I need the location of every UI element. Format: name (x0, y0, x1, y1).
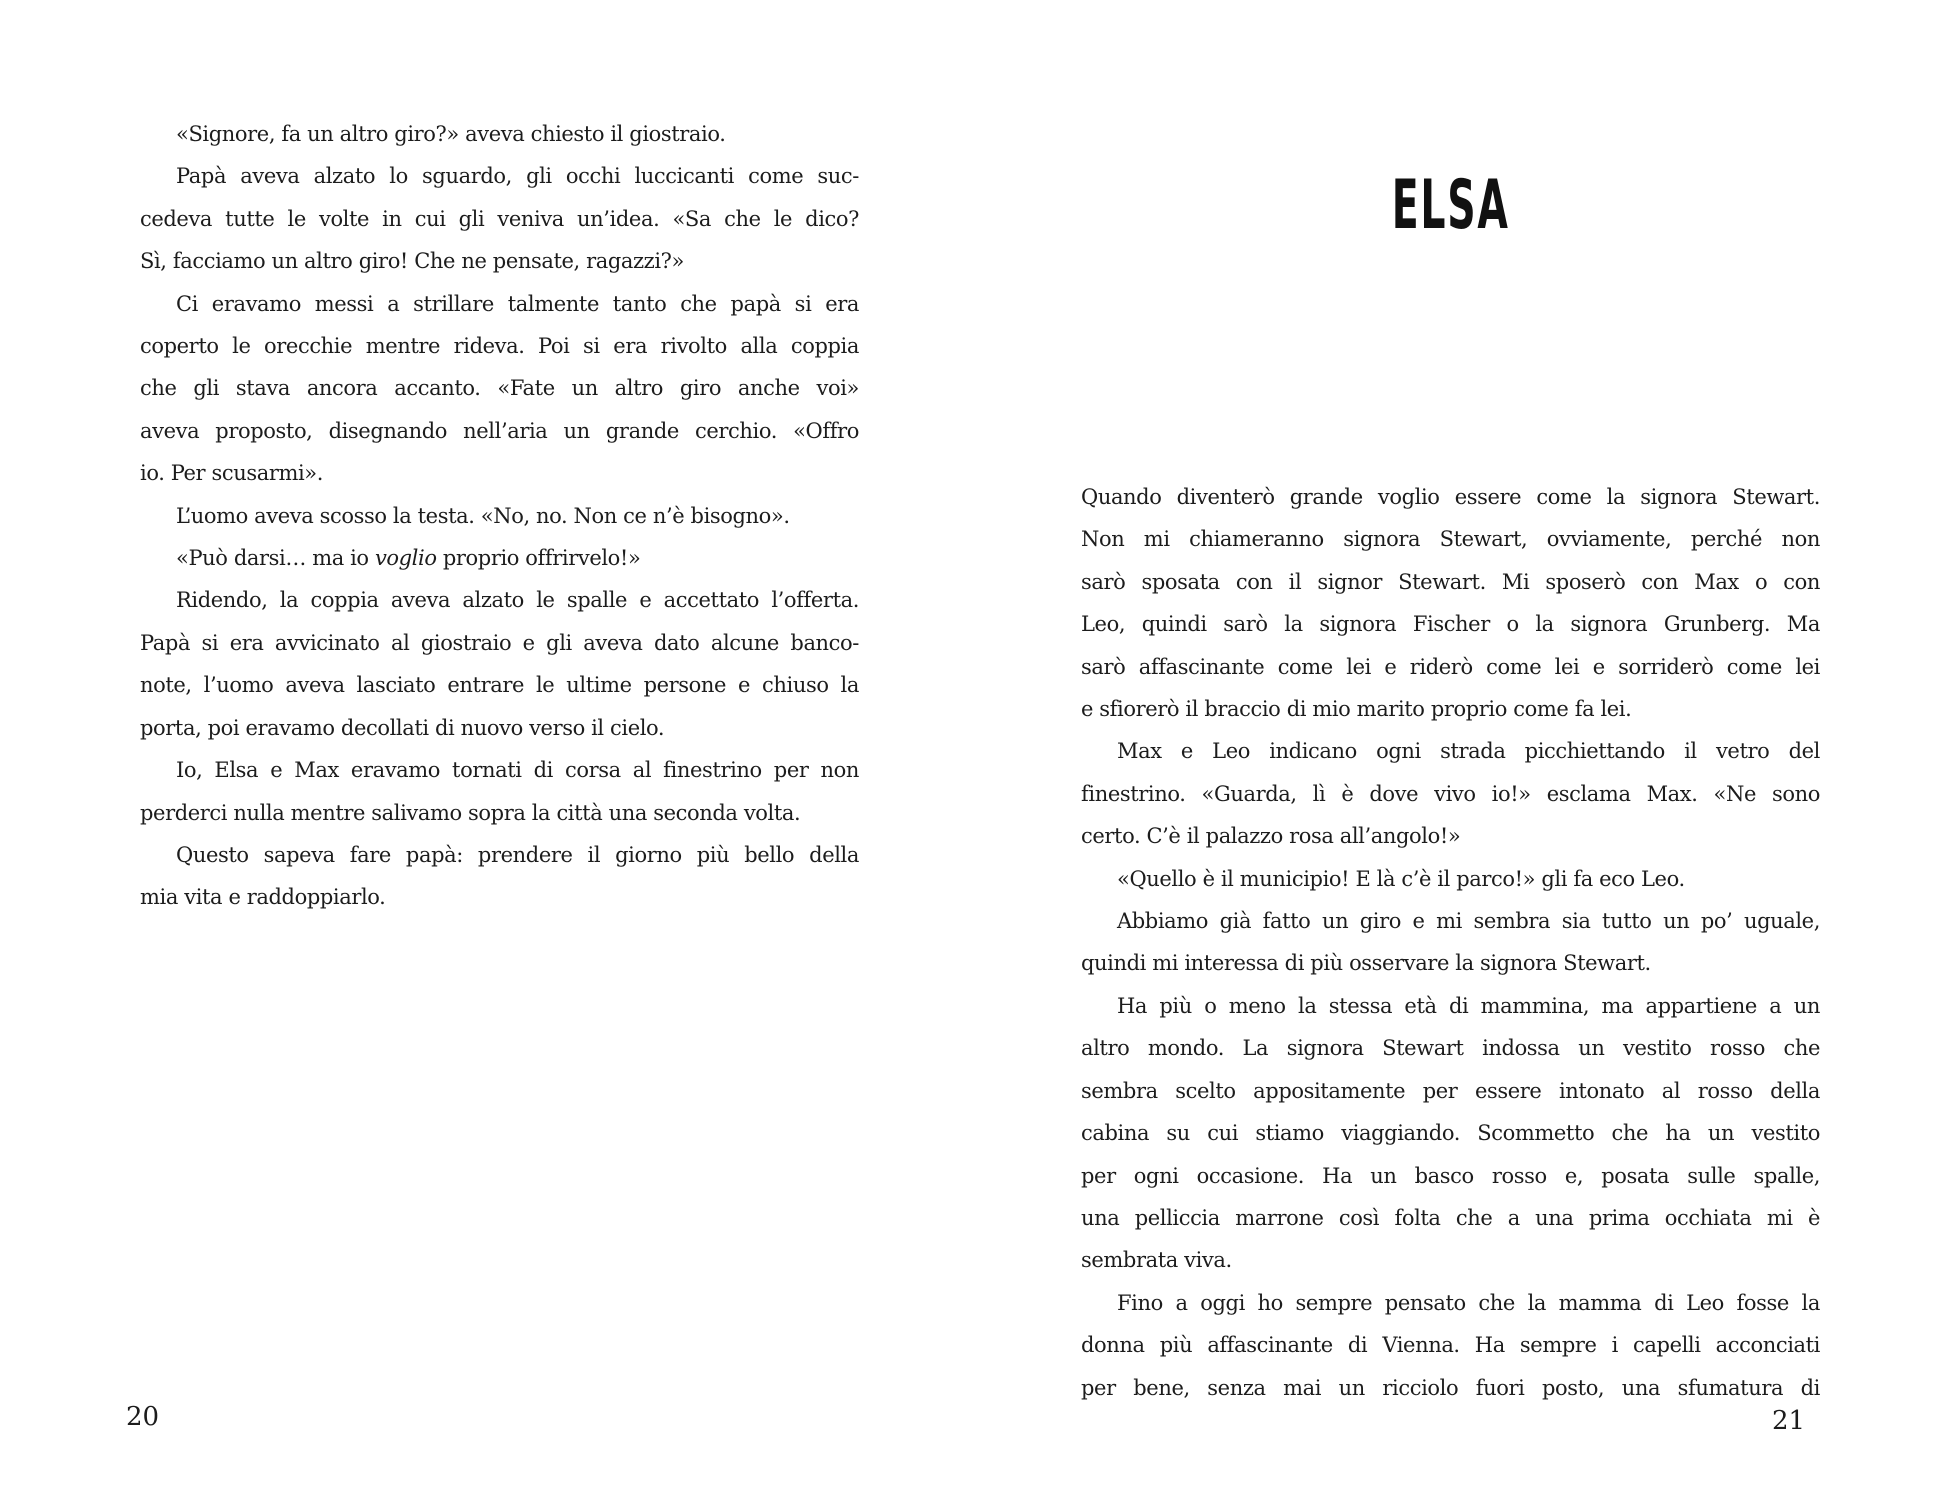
text-line: Papà aveva alzato lo sguardo, gli occhi luccicanti come suc- (176, 164, 859, 189)
text-line: certo. C’è il palazzo rosa all’angolo!» (1081, 824, 1461, 849)
text-line: sembrata viva. (1081, 1248, 1232, 1273)
text-line: che gli stava ancora accanto. «Fate un altro giro anche voi» (140, 376, 859, 401)
text-line: mia vita e raddoppiarlo. (140, 885, 386, 910)
text-line: una pelliccia marrone così folta che a una prima occhiata mi è (1081, 1205, 1820, 1230)
text-line: sarò sposata con il signor Stewart. Mi sposerò con Max o con (1081, 569, 1820, 594)
text-line: perderci nulla mentre salivamo sopra la città una seconda volta. (140, 800, 801, 825)
text-line: altro mondo. La signora Stewart indossa un vestito rosso che (1081, 1036, 1820, 1061)
text-line: per ogni occasione. Ha un basco rosso e, posata sulle spalle, (1081, 1163, 1820, 1188)
left-page-text (140, 113, 859, 919)
text-line: Sì, facciamo un altro giro! Che ne pensate, ragazzi?» (140, 249, 684, 274)
text-line: Ridendo, la coppia aveva alzato le spalle e accettato l’offerta. (176, 588, 859, 613)
text-line: io. Per scusarmi». (140, 461, 324, 486)
chapter-title (1081, 166, 1820, 253)
emphasized-word: voglio (374, 546, 437, 571)
text-line: quindi mi interessa di più osservare la signora Stewart. (1081, 951, 1651, 976)
page-number-left: 20 (126, 1402, 160, 1432)
text-line: Ha più o meno la stessa età di mammina, ma appartiene a un (1117, 993, 1820, 1018)
text-line: cedeva tutte le volte in cui gli veniva un’idea. «Sa che le dico? (140, 206, 859, 231)
text-segment: proprio offrirvelo!» (436, 546, 641, 571)
text-line: Non mi chiameranno signora Stewart, ovviamente, perché non (1081, 527, 1820, 552)
text-line: Leo, quindi sarò la signora Fischer o la signora Grunberg. Ma (1081, 612, 1820, 637)
text-line: coperto le orecchie mentre rideva. Poi si era rivolto alla coppia (140, 334, 859, 359)
text-segment: «Può darsi… ma io (176, 546, 375, 571)
text-line: cabina su cui stiamo viaggiando. Scommetto che ha un vestito (1081, 1121, 1820, 1146)
text-line: Abbiamo già fatto un giro e mi sembra sia tutto un po’ uguale, (1117, 909, 1820, 934)
text-line: Quando diventerò grande voglio essere come la signora Stewart. (1081, 485, 1820, 509)
text-line: Io, Elsa e Max eravamo tornati di corsa al finestrino per non (176, 758, 859, 783)
page-number-right: 21 (1772, 1406, 1806, 1436)
text-line: Questo sapeva fare papà: prendere il giorno più bello della (176, 842, 859, 867)
text-line: donna più affascinante di Vienna. Ha sempre i capelli acconciati (1081, 1333, 1820, 1358)
text-line: porta, poi eravamo decollati di nuovo verso il cielo. (140, 715, 665, 740)
text-line: Ci eravamo messi a strillare talmente tanto che papà si era (176, 291, 859, 316)
text-line: aveva proposto, disegnando nell’aria un grande cerchio. «Offro (140, 418, 859, 443)
text-line: sarò affascinante come lei e riderò come lei e sorriderò come lei (1081, 654, 1820, 679)
text-line: e sfiorerò il braccio di mio marito proprio come fa lei. (1081, 697, 1632, 722)
text-line: L’uomo aveva scosso la testa. «No, no. Non ce n’è bisogno». (176, 503, 790, 528)
text-line: note, l’uomo aveva lasciato entrare le ultime persone e chiuso la (140, 673, 859, 698)
right-page-text (1081, 476, 1820, 1409)
text-line: per bene, senza mai un ricciolo fuori posto, una sfumatura di (1081, 1375, 1820, 1400)
text-line: Fino a oggi ho sempre pensato che la mamma di Leo fosse la (1117, 1290, 1820, 1315)
text-line: Max e Leo indicano ogni strada picchiettando il vetro del (1117, 739, 1820, 764)
text-line: Papà si era avvicinato al giostraio e gli aveva dato alcune banco- (140, 630, 859, 655)
text-line: sembra scelto appositamente per essere intonato al rosso della (1081, 1078, 1820, 1103)
text-line: finestrino. «Guarda, lì è dove vivo io!» esclama Max. «Ne sono (1081, 781, 1820, 806)
text-line: «Quello è il municipio! E là c’è il parco!» gli fa eco Leo. (1117, 866, 1685, 891)
text-line: «Signore, fa un altro giro?» aveva chiesto il giostraio. (176, 122, 726, 146)
text-line (140, 537, 859, 579)
chapter-title-text: ELSA (1391, 166, 1510, 245)
